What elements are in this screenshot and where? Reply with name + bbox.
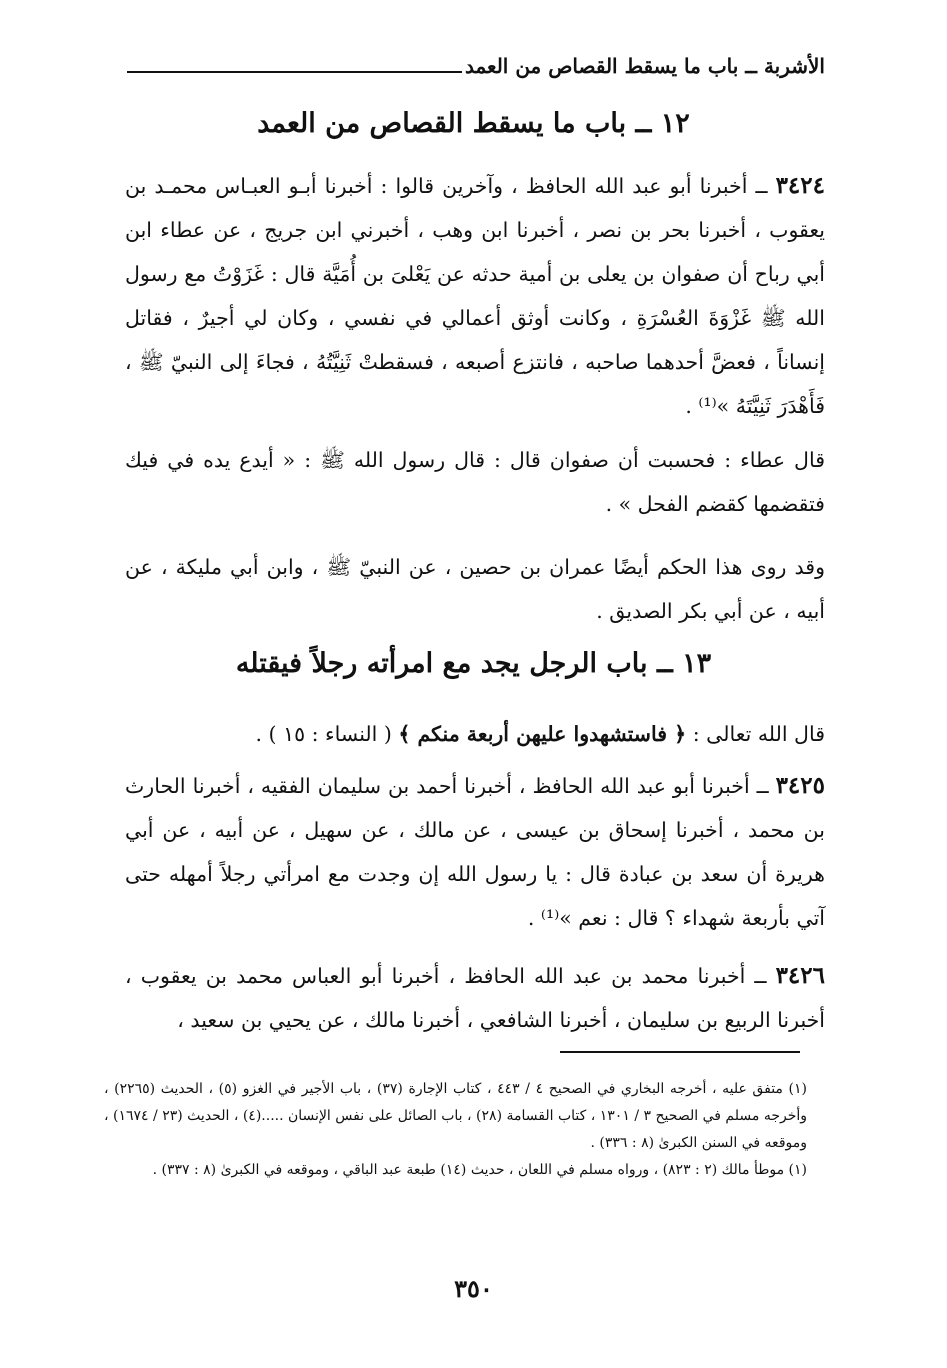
hadith-3425: [125, 764, 825, 940]
hadith-text: ــ أخبرنا أبو عبد الله الحافظ ، وآخرين قالوا : أخبرنا أبـو العبـاس محمـد بن يعقوب ، أخبرنا بحر بن نصر ، أخبرنا ابن وهب ، أخبرني ابن جريج ، عن عطاء ابن أبي رباح أن صفوان بن يعلى بن أمية حدثه عن يَعْلىَ بن أُمَيَّة قال : غَزَوْتُ مع رسول الله ﷺ غَزْوَةَ العُسْرَةِ ، وكانت أوثق أعمالي في نفسي ، وكان لي أجيرٌ ، فقاتل إنساناً ، فعضَّ أحدهما صاحبه ، فانتزع أصبعه ، فسقطتْ ثَنِيَّتُهُ ، فجاءَ إلى النبيّ ﷺ ، فَأَهْدَرَ ثَنِيَّتَهُ »⁽¹⁾ .: [125, 174, 825, 418]
hadith-number: ٣٤٢٥: [775, 772, 825, 799]
hadith-number: ٣٤٢٦: [775, 962, 825, 989]
ata-paragraph: قال عطاء : فحسبت أن صفوان قال : قال رسول الله ﷺ : « أيدع يده في فيك فتقضمها كقضم الفحل » .: [125, 448, 825, 516]
footnote: (١) موطأ مالك (٢ : ٨٢٣) ، ورواه مسلم في اللعان ، حديث (١٤) طبعة عبد الباقي ، وموقعه في الكبرىٰ (٨ : ٣٣٧) .: [152, 1162, 807, 1178]
hadith-3426: [125, 954, 825, 1042]
footnote-rule: [560, 1051, 800, 1053]
page-number: ٣٥٠: [454, 1274, 493, 1303]
quran-verse-line: [125, 712, 825, 756]
narration-paragraph: وقد روى هذا الحكم أيضًا عمران بن حصين ، عن النبيّ ﷺ ، وابن أبي مليكة ، عن أبيه ، عن أبي بكر الصديق .: [125, 555, 825, 623]
section-13-heading: ١٣ ــ باب الرجل يجد مع امرأته رجلاً فيقتله: [235, 648, 712, 679]
verse-prefix: قال الله تعالى :: [692, 722, 825, 746]
footnote: (١) متفق عليه ، أخرجه البخاري في الصحيح ٤ / ٤٤٣ ، كتاب الإجارة (٣٧) ، باب الأجير في الغزو (٥) ، الحديث (٢٢٦٥) ، وأخرجه مسلم في الصحيح ٣ / ١٣٠١ ، كتاب القسامة (٢٨) ، باب الصائل على نفس الإنسان .....(٤) ، الحديث (٢٣ / ١٦٧٤) ، وموقعه في السنن الكبرىٰ (٨ : ٣٣٦) .: [104, 1081, 808, 1151]
running-header: الأشربة ــ باب ما يسقط القصاص من العمد: [465, 54, 825, 78]
hadith-number: ٣٤٢٤: [775, 172, 825, 199]
verse-reference: ( النساء : ١٥ ) .: [255, 722, 392, 746]
header-rule: [127, 71, 462, 73]
hadith-text: ــ أخبرنا محمد بن عبد الله الحافظ ، أخبرنا أبو العباس محمد بن يعقوب ، أخبرنا الربيع بن سليمان ، أخبرنا الشافعي ، أخبرنا مالك ، عن يحيي بن سعيد ،: [125, 964, 825, 1032]
quran-verse: ﴿ فاستشهدوا عليهن أربعة منكم ﴾: [398, 722, 687, 746]
hadith-text: ــ أخبرنا أبو عبد الله الحافظ ، أخبرنا أحمد بن سليمان الفقيه ، أخبرنا الحارث بن محمد ، أخبرنا إسحاق بن عيسى ، عن مالك ، عن سهيل ، عن أبيه ، عن أبي هريرة أن سعد بن عبادة قال : يا رسول الله إن وجدت مع امرأتي رجلاً أمهله حتى آتي بأربعة شهداء ؟ قال : نعم »⁽¹⁾ .: [125, 774, 825, 930]
section-12-heading: ١٢ ــ باب ما يسقط القصاص من العمد: [257, 108, 690, 139]
footnotes: [104, 1076, 807, 1184]
hadith-3424: [125, 164, 825, 428]
